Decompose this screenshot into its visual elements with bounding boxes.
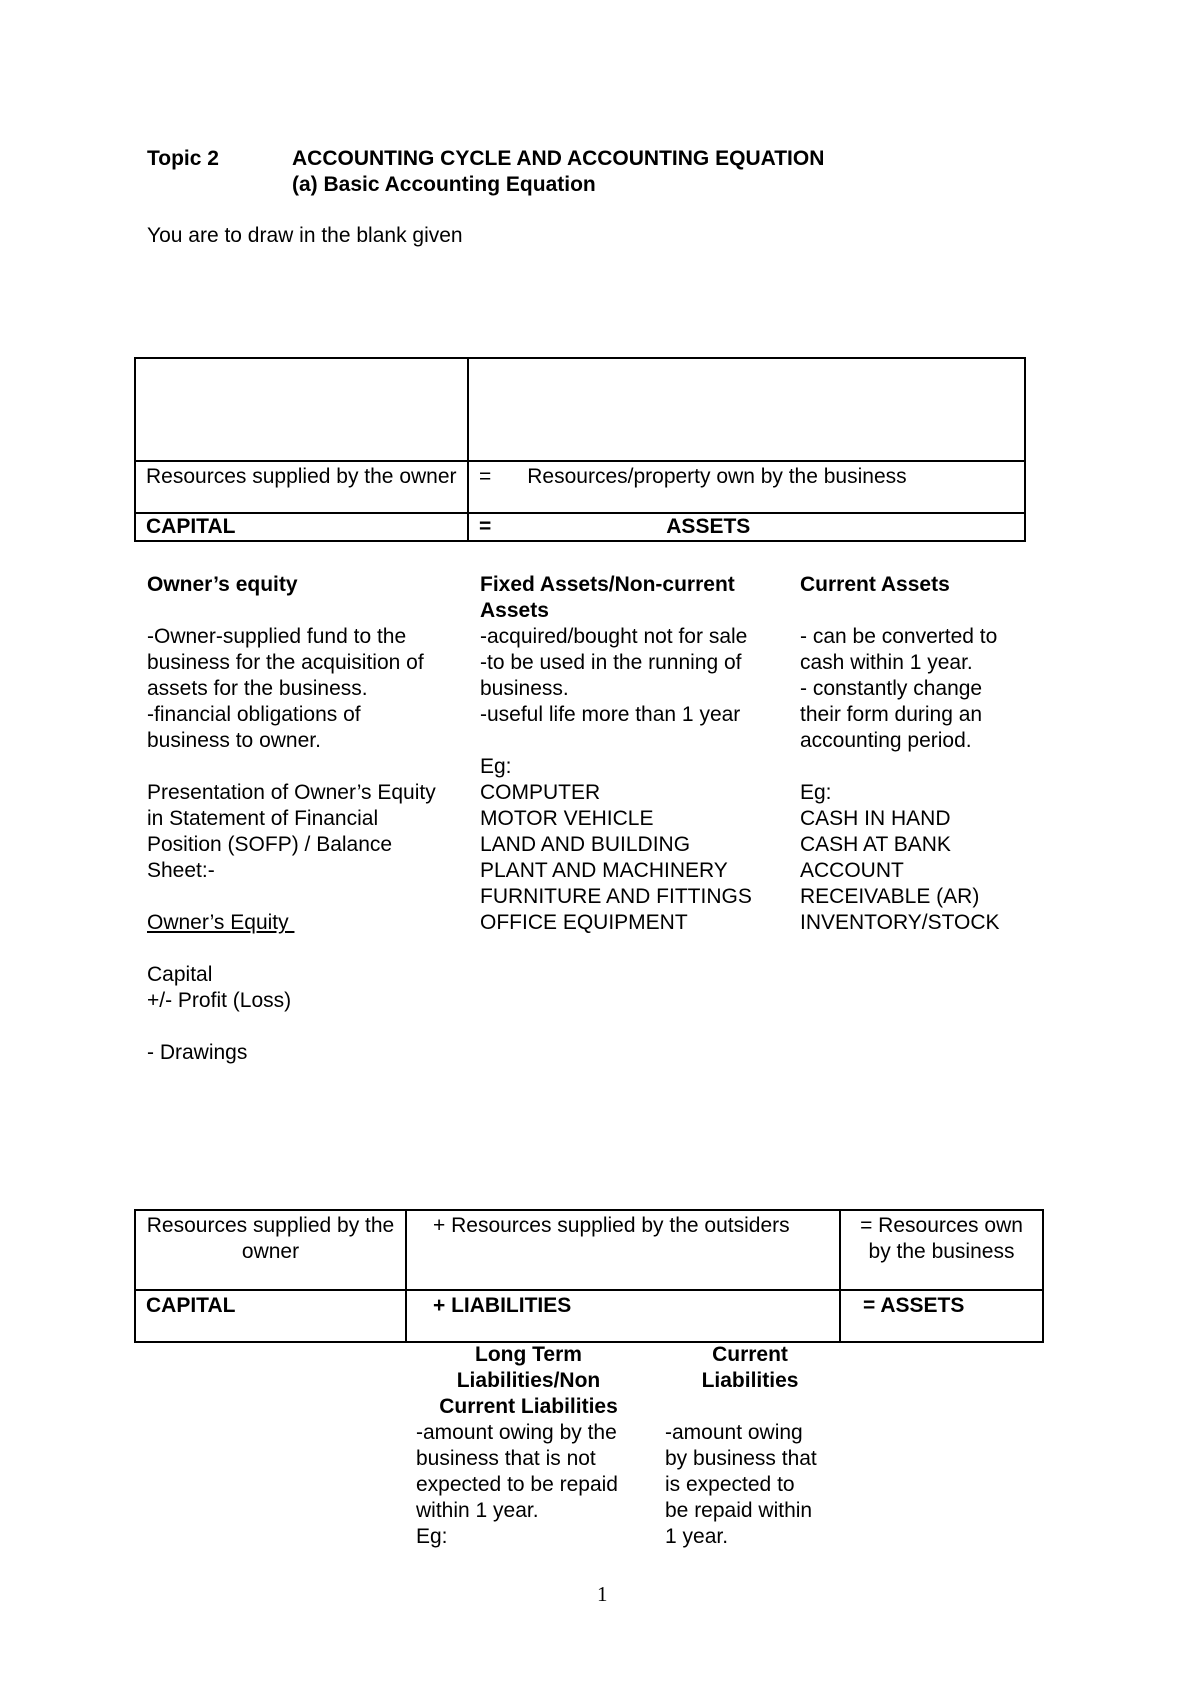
long-term-heading: Current Liabilities [439,1395,618,1418]
fixed-assets-line: -useful life more than 1 year [480,703,741,726]
fixed-asset-example: LAND AND BUILDING [480,833,691,856]
fixed-asset-example: FURNITURE AND FITTINGS [480,885,752,908]
blank-cell-left [135,358,468,461]
owner-resources-cell: Resources supplied by the owner [135,1210,406,1290]
fixed-asset-example: PLANT AND MACHINERY [480,859,728,882]
owners-equity-line: assets for the business. [147,677,368,700]
current-asset-example: ACCOUNT [800,859,904,882]
current-assets-line: - can be converted to [800,625,998,648]
owners-equity-line: business for the acquisition of [147,651,424,674]
blank-cell-right [468,358,1025,461]
current-assets-line: cash within 1 year. [800,651,973,674]
fixed-asset-example: COMPUTER [480,781,601,804]
current-assets-line: - constantly change [800,677,983,700]
long-term-heading: Long Term [475,1343,582,1366]
fixed-assets-line: -to be used in the running of [480,651,742,674]
current-liabilities-heading: Current [712,1343,788,1366]
current-assets-heading: Current Assets [800,573,950,596]
equals-sign: = [479,465,492,488]
capital-cell: CAPITAL [135,1290,406,1342]
presentation-line: in Statement of Financial [147,807,379,830]
owners-equity-label: Owner’s Equity [147,911,295,934]
fixed-assets-column [480,572,752,936]
liabilities-cell: + LIABILITIES [406,1290,840,1342]
fixed-asset-example: MOTOR VEHICLE [480,807,654,830]
equation-table-2 [134,1209,1044,1343]
page-number: 1 [597,1582,608,1606]
capital-cell: CAPITAL [135,513,468,541]
long-term-liabilities-column [416,1342,641,1550]
owners-equity-line: business to owner. [147,729,321,752]
owner-resources-cell: Resources supplied by the owner [135,461,468,513]
current-assets-column [800,572,1000,936]
drawings-line: - Drawings [147,1041,248,1064]
long-term-line: Eg: [416,1525,448,1548]
fixed-asset-example: OFFICE EQUIPMENT [480,911,688,934]
fixed-assets-heading: Fixed Assets/Non-current [480,573,735,596]
long-term-line: business that is not [416,1447,596,1470]
presentation-line: Presentation of Owner’s Equity [147,781,436,804]
subtitle: (a) Basic Accounting Equation [292,173,596,196]
current-asset-example: RECEIVABLE (AR) [800,885,980,908]
current-liabilities-heading: Liabilities [701,1369,799,1392]
formula-line: +/- Profit (Loss) [147,989,292,1012]
assets-cell: = ASSETS [840,1290,1043,1342]
presentation-line: Position (SOFP) / Balance [147,833,393,856]
presentation-line: Sheet:- [147,859,215,882]
owners-equity-heading: Owner’s equity [147,573,298,596]
current-asset-example: INVENTORY/STOCK [800,911,1000,934]
assets-cell [468,513,1025,541]
outsider-resources-cell: + Resources supplied by the outsiders [406,1210,840,1290]
current-liabilities-line: by business that [665,1447,817,1470]
owners-equity-line: -financial obligations of [147,703,361,726]
business-resources-cell: = Resources own by the business [840,1210,1043,1290]
topic-label: Topic 2 [147,147,219,170]
long-term-line: -amount owing by the [416,1421,617,1444]
owners-equity-line: -Owner-supplied fund to the [147,625,407,648]
fixed-assets-heading: Assets [480,599,549,622]
current-liabilities-line: be repaid within [665,1499,813,1522]
fixed-assets-eg: Eg: [480,755,512,778]
current-liabilities-line: is expected to [665,1473,795,1496]
equals-sign: = [479,515,492,538]
equation-table-1 [134,357,1026,542]
current-asset-example: CASH IN HAND [800,807,951,830]
current-assets-eg: Eg: [800,781,832,804]
long-term-line: expected to be repaid [416,1473,618,1496]
formula-line: Capital [147,963,213,986]
long-term-heading: Liabilities/Non [456,1369,601,1392]
topic-title: ACCOUNTING CYCLE AND ACCOUNTING EQUATION [292,147,825,170]
current-liabilities-column [665,1342,835,1550]
current-assets-line: their form during an [800,703,983,726]
business-resources-text: Resources/property own by the business [527,465,907,488]
current-liabilities-line: -amount owing [665,1421,803,1444]
current-asset-example: CASH AT BANK [800,833,951,856]
fixed-assets-line: -acquired/bought not for sale [480,625,748,648]
business-resources-cell [468,461,1025,513]
assets-label: ASSETS [666,515,751,538]
fixed-assets-line: business. [480,677,569,700]
current-assets-line: accounting period. [800,729,972,752]
instruction: You are to draw in the blank given [147,224,463,247]
current-liabilities-line: 1 year. [665,1525,729,1548]
long-term-line: within 1 year. [416,1499,539,1522]
owners-equity-column [147,572,436,1066]
